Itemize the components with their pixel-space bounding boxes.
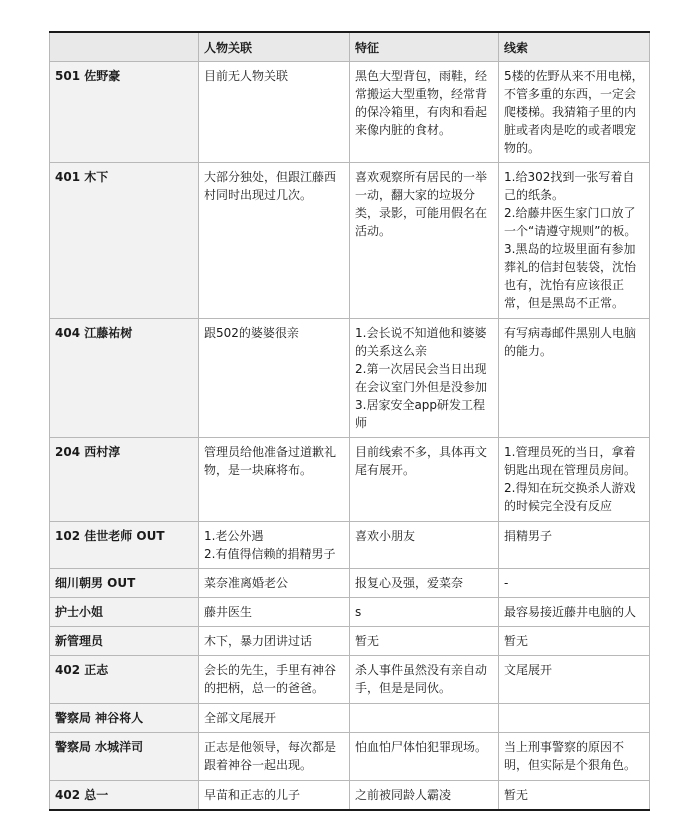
table-row xyxy=(50,656,650,704)
relation-line: 全部文尾展开 xyxy=(204,711,277,725)
character-name-cell: 404 江藤祐树 xyxy=(50,319,199,438)
character-name-cell: 警察局 神谷将人 xyxy=(50,704,199,733)
relation-line: 目前无人物关联 xyxy=(204,69,289,83)
clue-line: 当上刑事警察的原因不明，但实际是个狠角色。 xyxy=(504,740,637,772)
header-row xyxy=(50,32,650,62)
feature-line: 3.居家安全app研发工程师 xyxy=(355,398,486,430)
relation-line: 2.有值得信赖的捐精男子 xyxy=(204,547,336,561)
table-row xyxy=(50,781,650,811)
feature-line: 喜欢观察所有居民的一举一动，翻大家的垃圾分类，录影，可能用假名在活动。 xyxy=(355,170,488,238)
feature-line: 暂无 xyxy=(355,634,380,648)
clue-line: 暂无 xyxy=(504,788,529,802)
header-name xyxy=(50,32,199,62)
clue-cell xyxy=(499,704,650,733)
feature-line: 黑色大型背包，雨鞋，经常搬运大型重物，经常背的保冷箱里，有肉和看起来像内脏的食材。 xyxy=(355,69,488,137)
relation-line: 早苗和正志的儿子 xyxy=(204,788,301,802)
clue-line: 暂无 xyxy=(504,634,529,648)
table-row xyxy=(50,704,650,733)
character-name-cell: 204 西村淳 xyxy=(50,438,199,522)
relation-cell xyxy=(199,656,350,704)
feature-line: 杀人事件虽然没有亲自动手，但是是同伙。 xyxy=(355,663,488,695)
clue-cell xyxy=(499,656,650,704)
feature-line: 怕血怕尸体怕犯罪现场。 xyxy=(355,740,488,754)
relation-cell xyxy=(199,704,350,733)
clue-line: - xyxy=(504,576,509,590)
relation-line: 菜奈准离婚老公 xyxy=(204,576,289,590)
feature-cell xyxy=(350,319,499,438)
relation-cell xyxy=(199,62,350,163)
clue-cell xyxy=(499,733,650,781)
feature-cell xyxy=(350,62,499,163)
character-name-cell: 细川朝男 OUT xyxy=(50,569,199,598)
character-name-cell: 402 总一 xyxy=(50,781,199,811)
header-feature: 特征 xyxy=(350,32,499,62)
feature-line: 喜欢小朋友 xyxy=(355,529,416,543)
relation-cell xyxy=(199,319,350,438)
feature-cell xyxy=(350,569,499,598)
table-row xyxy=(50,627,650,656)
clue-cell xyxy=(499,62,650,163)
table-row xyxy=(50,598,650,627)
feature-line: 之前被同龄人霸凌 xyxy=(355,788,452,802)
relation-cell xyxy=(199,163,350,319)
relation-cell xyxy=(199,522,350,569)
relation-cell xyxy=(199,438,350,522)
table-row xyxy=(50,62,650,163)
feature-cell xyxy=(350,781,499,811)
relation-cell xyxy=(199,598,350,627)
clue-line: 2.给藤井医生家门口放了一个“请遵守规则”的板。 xyxy=(504,206,637,238)
clue-cell xyxy=(499,781,650,811)
clue-cell xyxy=(499,522,650,569)
relation-cell xyxy=(199,781,350,811)
feature-line: 报复心及强，爱菜奈 xyxy=(355,576,464,590)
character-name-cell: 401 木下 xyxy=(50,163,199,319)
relation-line: 木下，暴力团讲过话 xyxy=(204,634,313,648)
clue-cell xyxy=(499,438,650,522)
character-name-cell: 102 佳世老师 OUT xyxy=(50,522,199,569)
table-row xyxy=(50,733,650,781)
clue-cell xyxy=(499,319,650,438)
clue-line: 1.给302找到一张写着自己的纸条。 xyxy=(504,170,635,202)
clue-cell xyxy=(499,163,650,319)
table-row xyxy=(50,163,650,319)
clue-line: 捐精男子 xyxy=(504,529,553,543)
table-row xyxy=(50,522,650,569)
feature-cell xyxy=(350,733,499,781)
feature-cell xyxy=(350,627,499,656)
table-row xyxy=(50,569,650,598)
relation-cell xyxy=(199,627,350,656)
character-name-cell: 新管理员 xyxy=(50,627,199,656)
feature-cell xyxy=(350,598,499,627)
relation-line: 1.老公外遇 xyxy=(204,529,264,543)
feature-line: 2.第一次居民会当日出现在会议室门外但是没参加 xyxy=(355,362,488,394)
character-name-cell: 402 正志 xyxy=(50,656,199,704)
clue-line: 有写病毒邮件黑别人电脑的能力。 xyxy=(504,326,637,358)
character-name-cell: 501 佐野豪 xyxy=(50,62,199,163)
feature-line: 目前线索不多，具体再文尾有展开。 xyxy=(355,445,488,477)
relation-line: 藤井医生 xyxy=(204,605,253,619)
relation-cell xyxy=(199,569,350,598)
feature-cell xyxy=(350,438,499,522)
relation-line: 管理员给他准备过道歉礼物，是一块麻将布。 xyxy=(204,445,337,477)
clue-line: 3.黑岛的垃圾里面有参加葬礼的信封包装袋，沈怡也有，沈怡有应该很正常，但是黑岛不正常。 xyxy=(504,242,637,310)
clue-line: 2.得知在玩交换杀人游戏的时候完全没有反应 xyxy=(504,481,636,513)
clue-line: 文尾展开 xyxy=(504,663,553,677)
feature-cell xyxy=(350,704,499,733)
character-name-cell: 护士小姐 xyxy=(50,598,199,627)
character-name-cell: 警察局 水城洋司 xyxy=(50,733,199,781)
feature-line: s xyxy=(355,605,362,619)
relation-cell xyxy=(199,733,350,781)
clue-line: 5楼的佐野从来不用电梯，不管多重的东西，一定会爬楼梯。我猜箱子里的内脏或者肉是吃的或者喂宠物的。 xyxy=(504,69,644,155)
feature-line: 1.会长说不知道他和婆婆的关系这么亲 xyxy=(355,326,487,358)
clue-cell xyxy=(499,598,650,627)
table-row xyxy=(50,319,650,438)
clue-line: 最容易接近藤井电脑的人 xyxy=(504,605,637,619)
header-relation: 人物关联 xyxy=(199,32,350,62)
clue-line: 1.管理员死的当日，拿着钥匙出现在管理员房间。 xyxy=(504,445,637,477)
character-table xyxy=(49,31,650,811)
relation-line: 会长的先生，手里有神谷的把柄，总一的爸爸。 xyxy=(204,663,337,695)
feature-cell xyxy=(350,163,499,319)
feature-cell xyxy=(350,656,499,704)
clue-cell xyxy=(499,569,650,598)
clue-cell xyxy=(499,627,650,656)
header-clue: 线索 xyxy=(499,32,650,62)
feature-cell xyxy=(350,522,499,569)
table-body xyxy=(50,62,650,811)
relation-line: 正志是他领导，每次都是跟着神谷一起出现。 xyxy=(204,740,337,772)
table-row xyxy=(50,438,650,522)
relation-line: 大部分独处，但跟江藤西村同时出现过几次。 xyxy=(204,170,337,202)
relation-line: 跟502的婆婆很亲 xyxy=(204,326,299,340)
